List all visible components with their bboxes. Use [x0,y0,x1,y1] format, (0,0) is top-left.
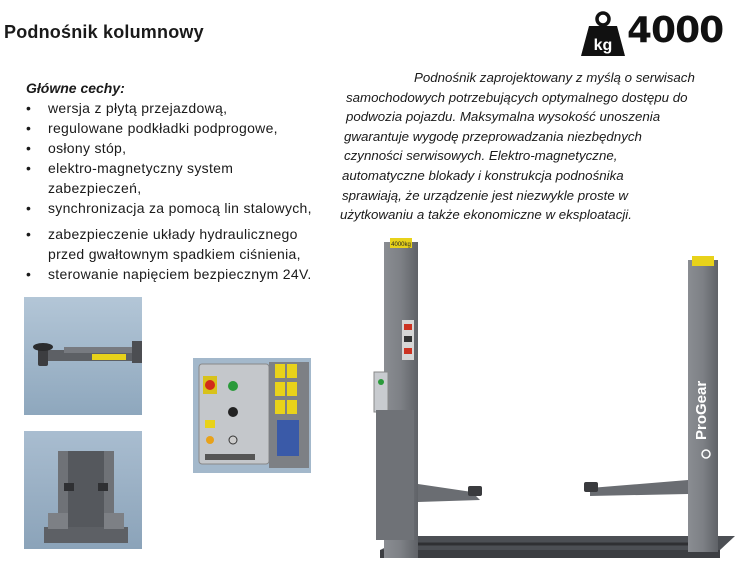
feature-item: • sterowanie napięciem bezpiecznym 24V. [26,264,346,284]
weight-unit: kg [593,37,613,54]
description-line: użytkowaniu a także ekonomiczne w eksploatacji. [340,207,632,223]
description-line: czynności serwisowych. Elektro-magnetyczne, [344,148,618,164]
base-photo [24,431,142,549]
weight-icon [579,10,627,58]
features-list [26,98,346,284]
capacity-plate: 4000kg [391,242,411,248]
description-line: podwozia pojazdu. Maksymalna wysokość unoszenia [346,109,661,125]
feature-item: • wersja z płytą przejazdową, [26,98,346,118]
lift-illustration [340,232,740,572]
page-title: Podnośnik kolumnowy [4,22,204,42]
weight-value: 4000 [627,10,724,51]
feature-item: • osłony stóp, [26,138,346,158]
description-line: samochodowych potrzebujących optymalnego dostępu do [346,89,688,105]
description-line: gwarantuje wygodę przeprowadzania niezbędnych [344,128,642,144]
description-line: Podnośnik zaprojektowany z myślą o serwisach [414,70,695,85]
description-line: automatyczne blokady i konstrukcja podnośnika [342,167,624,183]
weight-badge [579,10,724,58]
description [340,68,735,225]
feature-item: • synchronizacja za pomocą lin stalowych, [26,198,346,218]
control-panel-photo [193,358,311,473]
features-heading: Główne cechy: [26,80,125,96]
description-line: sprawiają, że urządzenie jest niezwykle proste w [342,187,629,203]
arm-photo [24,297,142,415]
feature-item: • zabezpieczenie układy hydraulicznego przed gwałtownym spadkiem ciśnienia, [26,224,310,264]
feature-item: • elektro-magnetyczny system zabezpieczeń, [26,158,268,198]
brand-label: ProGear [693,380,710,440]
feature-item: • regulowane podkładki podprogowe, [26,118,346,138]
